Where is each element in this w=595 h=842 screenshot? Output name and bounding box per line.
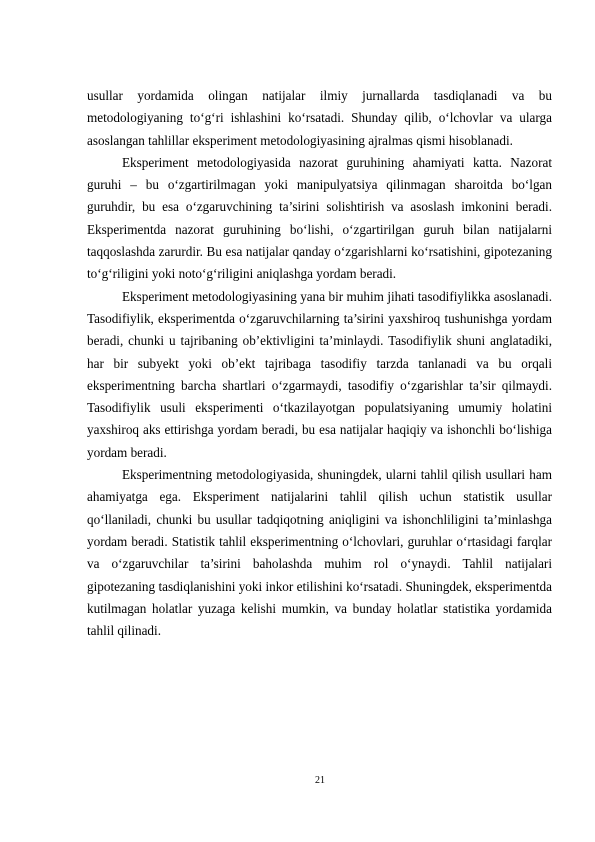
paragraph-randomization: Eksperiment metodologiyasining yana bir muhim jihati tasodifiylikka asoslanadi. Tasodifiylik, eksperimentda o‘zgaruvchilarning ta’sirini yaxshiroq tushunishga yordam beradi, chunki u tajribaning ob’ektivligini ta’minlaydi. Tasodifiylik shuni anglatadiki, har bir subyekt yoki ob’ekt tajribaga tasodifiy tarzda tanlanadi va bu orqali eksperimentning barcha shartlari o‘zgarmaydi, tasodifiy o‘zgarishlar ta’sir qilmaydi. Tasodifiylik usuli eksperimenti o‘tkazilayotgan populatsiyaning umumiy holatini yaxshiroq aks ettirishga yordam beradi, bu esa natijalar haqiqiy va ishonchli bo‘lishiga yordam beradi. [87, 288, 552, 460]
page-number: 21 [315, 775, 325, 786]
body-text [87, 85, 552, 642]
paragraph-continuation: usullar yordamida olingan natijalar ilmiy jurnallarda tasdiqlanadi va bu metodologiyaning to‘g‘ri ishlashini ko‘rsatadi. Shunday qilib, o‘lchovlar va ularga asoslangan tahlillar eksperiment metodologiyasining ajralmas qismi hisoblanadi. [87, 88, 552, 148]
paragraph-analysis-methods: Eksperimentning metodologiyasida, shuningdek, ularni tahlil qilish usullari ham ahamiyatga ega. Eksperiment natijalarini tahlil qilish uchun statistik usullar qo‘llaniladi, chunki bu usullar tadqiqotning aniqligini va ishonchliligini ta’minlashga yordam beradi. Statistik tahlil eksperimentning o‘lchovlari, guruhlar o‘rtasidagi farqlar va o‘zgaruvchilar ta’sirini baholashda muhim rol o‘ynaydi. Tahlil natijalari gipotezaning tasdiqlanishini yoki inkor etilishini ko‘rsatadi. Shuningdek, eksperimentda kutilmagan holatlar yuzaga kelishi mumkin, va bunday holatlar statistika yordamida tahlil qilinadi. [87, 467, 552, 639]
paragraph-control-group: Eksperiment metodologiyasida nazorat guruhining ahamiyati katta. Nazorat guruhi – bu o‘zgartirilmagan yoki manipulyatsiya qilinmagan sharoitda bo‘lgan guruhdir, bu esa o‘zgaruvchining ta’sirini solishtirish va asoslash imkonini beradi. Eksperimentda nazorat guruhining bo‘lishi, o‘zgartirilgan guruh bilan natijalarni taqqoslashda zarurdir. Bu esa natijalar qanday o‘zgarishlarni ko‘rsatishini, gipotezaning to‘g‘riligini yoki noto‘g‘riligini aniqlashga yordam beradi. [87, 154, 552, 282]
